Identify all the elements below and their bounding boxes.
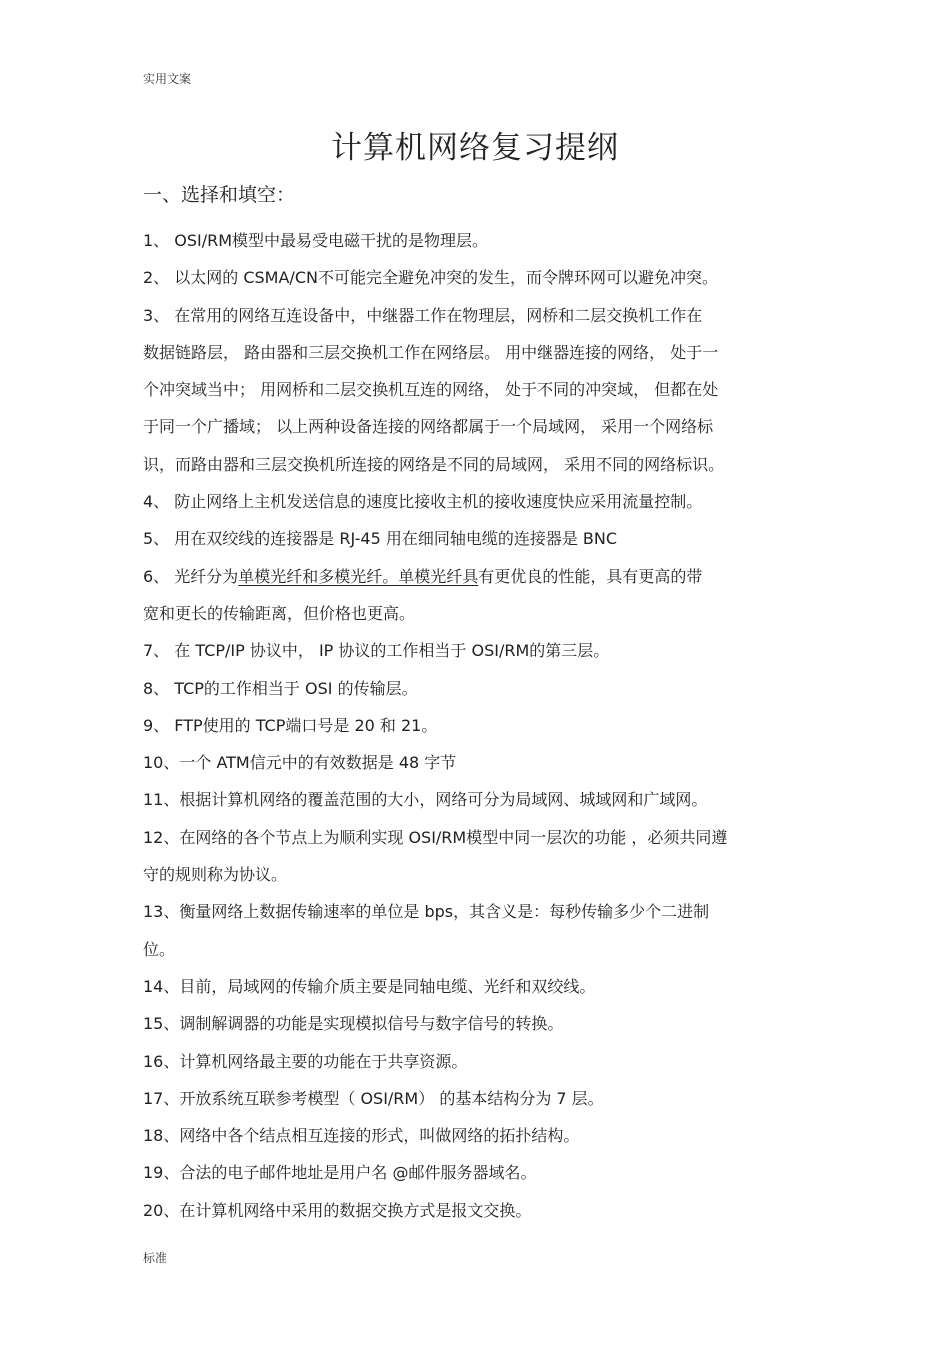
page-footer: 标准 bbox=[143, 1251, 168, 1265]
item-line: 18、网络中各个结点相互连接的形式，叫做网络的拓扑结构。 bbox=[143, 1126, 580, 1146]
list-item bbox=[143, 1117, 808, 1154]
list-item bbox=[143, 632, 808, 669]
item-line: 2、 以太网的 CSMA/CN不可能完全避免冲突的发生，而令牌环网可以避免冲突。 bbox=[143, 268, 718, 288]
item-line: 17、开放系统互联参考模型（ OSI/RM） 的基本结构分为 7 层。 bbox=[143, 1088, 604, 1108]
item-line: 8、 TCP的工作相当于 OSI 的传输层。 bbox=[143, 678, 418, 698]
item-line: 11、根据计算机网络的覆盖范围的大小，网络可分为局域网、城域网和广域网。 bbox=[143, 790, 708, 810]
item-line: 于同一个广播域； 以上两种设备连接的网络都属于一个局域网， 采用一个网络标 bbox=[143, 417, 714, 437]
list-item bbox=[143, 483, 808, 520]
item-line: 识，而路由器和三层交换机所连接的网络是不同的局域网， 采用不同的网络标识。 bbox=[143, 454, 725, 474]
list-item bbox=[143, 707, 808, 744]
item-line: 20、在计算机网络中采用的数据交换方式是报文交换。 bbox=[143, 1200, 532, 1220]
item-line: 12、在网络的各个节点上为顺利实现 OSI/RM模型中同一层次的功能 ，必须共同遵 bbox=[143, 827, 728, 847]
item-line: 1、 OSI/RM模型中最易受电磁干扰的是物理层。 bbox=[143, 231, 489, 250]
list-item bbox=[143, 558, 808, 633]
item-list bbox=[143, 222, 808, 1229]
item-line: 位。 bbox=[143, 939, 176, 959]
item-line: 19、合法的电子邮件地址是用户名 @邮件服务器域名。 bbox=[143, 1163, 537, 1183]
list-item bbox=[143, 819, 808, 894]
item-line: 15、调制解调器的功能是实现模拟信号与数字信号的转换。 bbox=[143, 1014, 564, 1034]
list-item bbox=[143, 893, 808, 968]
item-line: 数据链路层， 路由器和三层交换机工作在网络层。 用中继器连接的网络， 处于一 bbox=[143, 342, 719, 362]
list-item bbox=[143, 520, 808, 557]
list-item bbox=[143, 1005, 808, 1042]
item-line: 个冲突域当中； 用网桥和二层交换机互连的网络， 处于不同的冲突域， 但都在处 bbox=[143, 380, 719, 400]
item-line: 7、 在 TCP/IP 协议中， IP 协议的工作相当于 OSI/RM的第三层。 bbox=[143, 641, 610, 661]
underlined-text: 单模光纤具 bbox=[398, 566, 479, 586]
list-item bbox=[143, 1043, 808, 1080]
list-item bbox=[143, 259, 808, 296]
item-line: 3、 在常用的网络互连设备中，中继器工作在物理层，网桥和二层交换机工作在 bbox=[143, 305, 703, 325]
item-line: 守的规则称为协议。 bbox=[143, 865, 288, 885]
list-item bbox=[143, 781, 808, 818]
item-line: 5、 用在双绞线的连接器是 RJ-45 用在细同轴电缆的连接器是 BNC bbox=[143, 529, 618, 549]
list-item bbox=[143, 670, 808, 707]
list-item bbox=[143, 1154, 808, 1191]
list-item bbox=[143, 1192, 808, 1229]
item-line: 10、一个 ATM信元中的有效数据是 48 字节 bbox=[143, 753, 457, 773]
list-item bbox=[143, 744, 808, 781]
list-item bbox=[143, 1080, 808, 1117]
page-header: 实用文案 bbox=[143, 72, 192, 86]
section-heading: 一、选择和填空： bbox=[143, 184, 296, 206]
underlined-text: 单模光纤和多模光纤。 bbox=[238, 566, 399, 586]
item-line: 4、 防止网络上主机发送信息的速度比接收主机的接收速度快应采用流量控制。 bbox=[143, 492, 703, 512]
item-line: 16、计算机网络最主要的功能在于共享资源。 bbox=[143, 1051, 468, 1071]
item-line: 宽和更长的传输距离，但价格也更高。 bbox=[143, 603, 416, 623]
item-text: 有更优良的性能，具有更高的带 bbox=[478, 566, 703, 586]
list-item bbox=[143, 968, 808, 1005]
item-line: 14、目前，局域网的传输介质主要是同轴电缆、光纤和双绞线。 bbox=[143, 976, 596, 996]
item-line: 13、衡量网络上数据传输速率的单位是 bps，其含义是：每秒传输多少个二进制 bbox=[143, 902, 710, 922]
item-line bbox=[143, 558, 808, 595]
document-title: 计算机网络复习提纲 bbox=[331, 130, 619, 166]
item-text: 6、 光纤分为 bbox=[143, 566, 239, 586]
item-line: 9、 FTP使用的 TCP端口号是 20 和 21。 bbox=[143, 715, 438, 735]
list-item bbox=[143, 222, 808, 259]
list-item bbox=[143, 297, 808, 483]
